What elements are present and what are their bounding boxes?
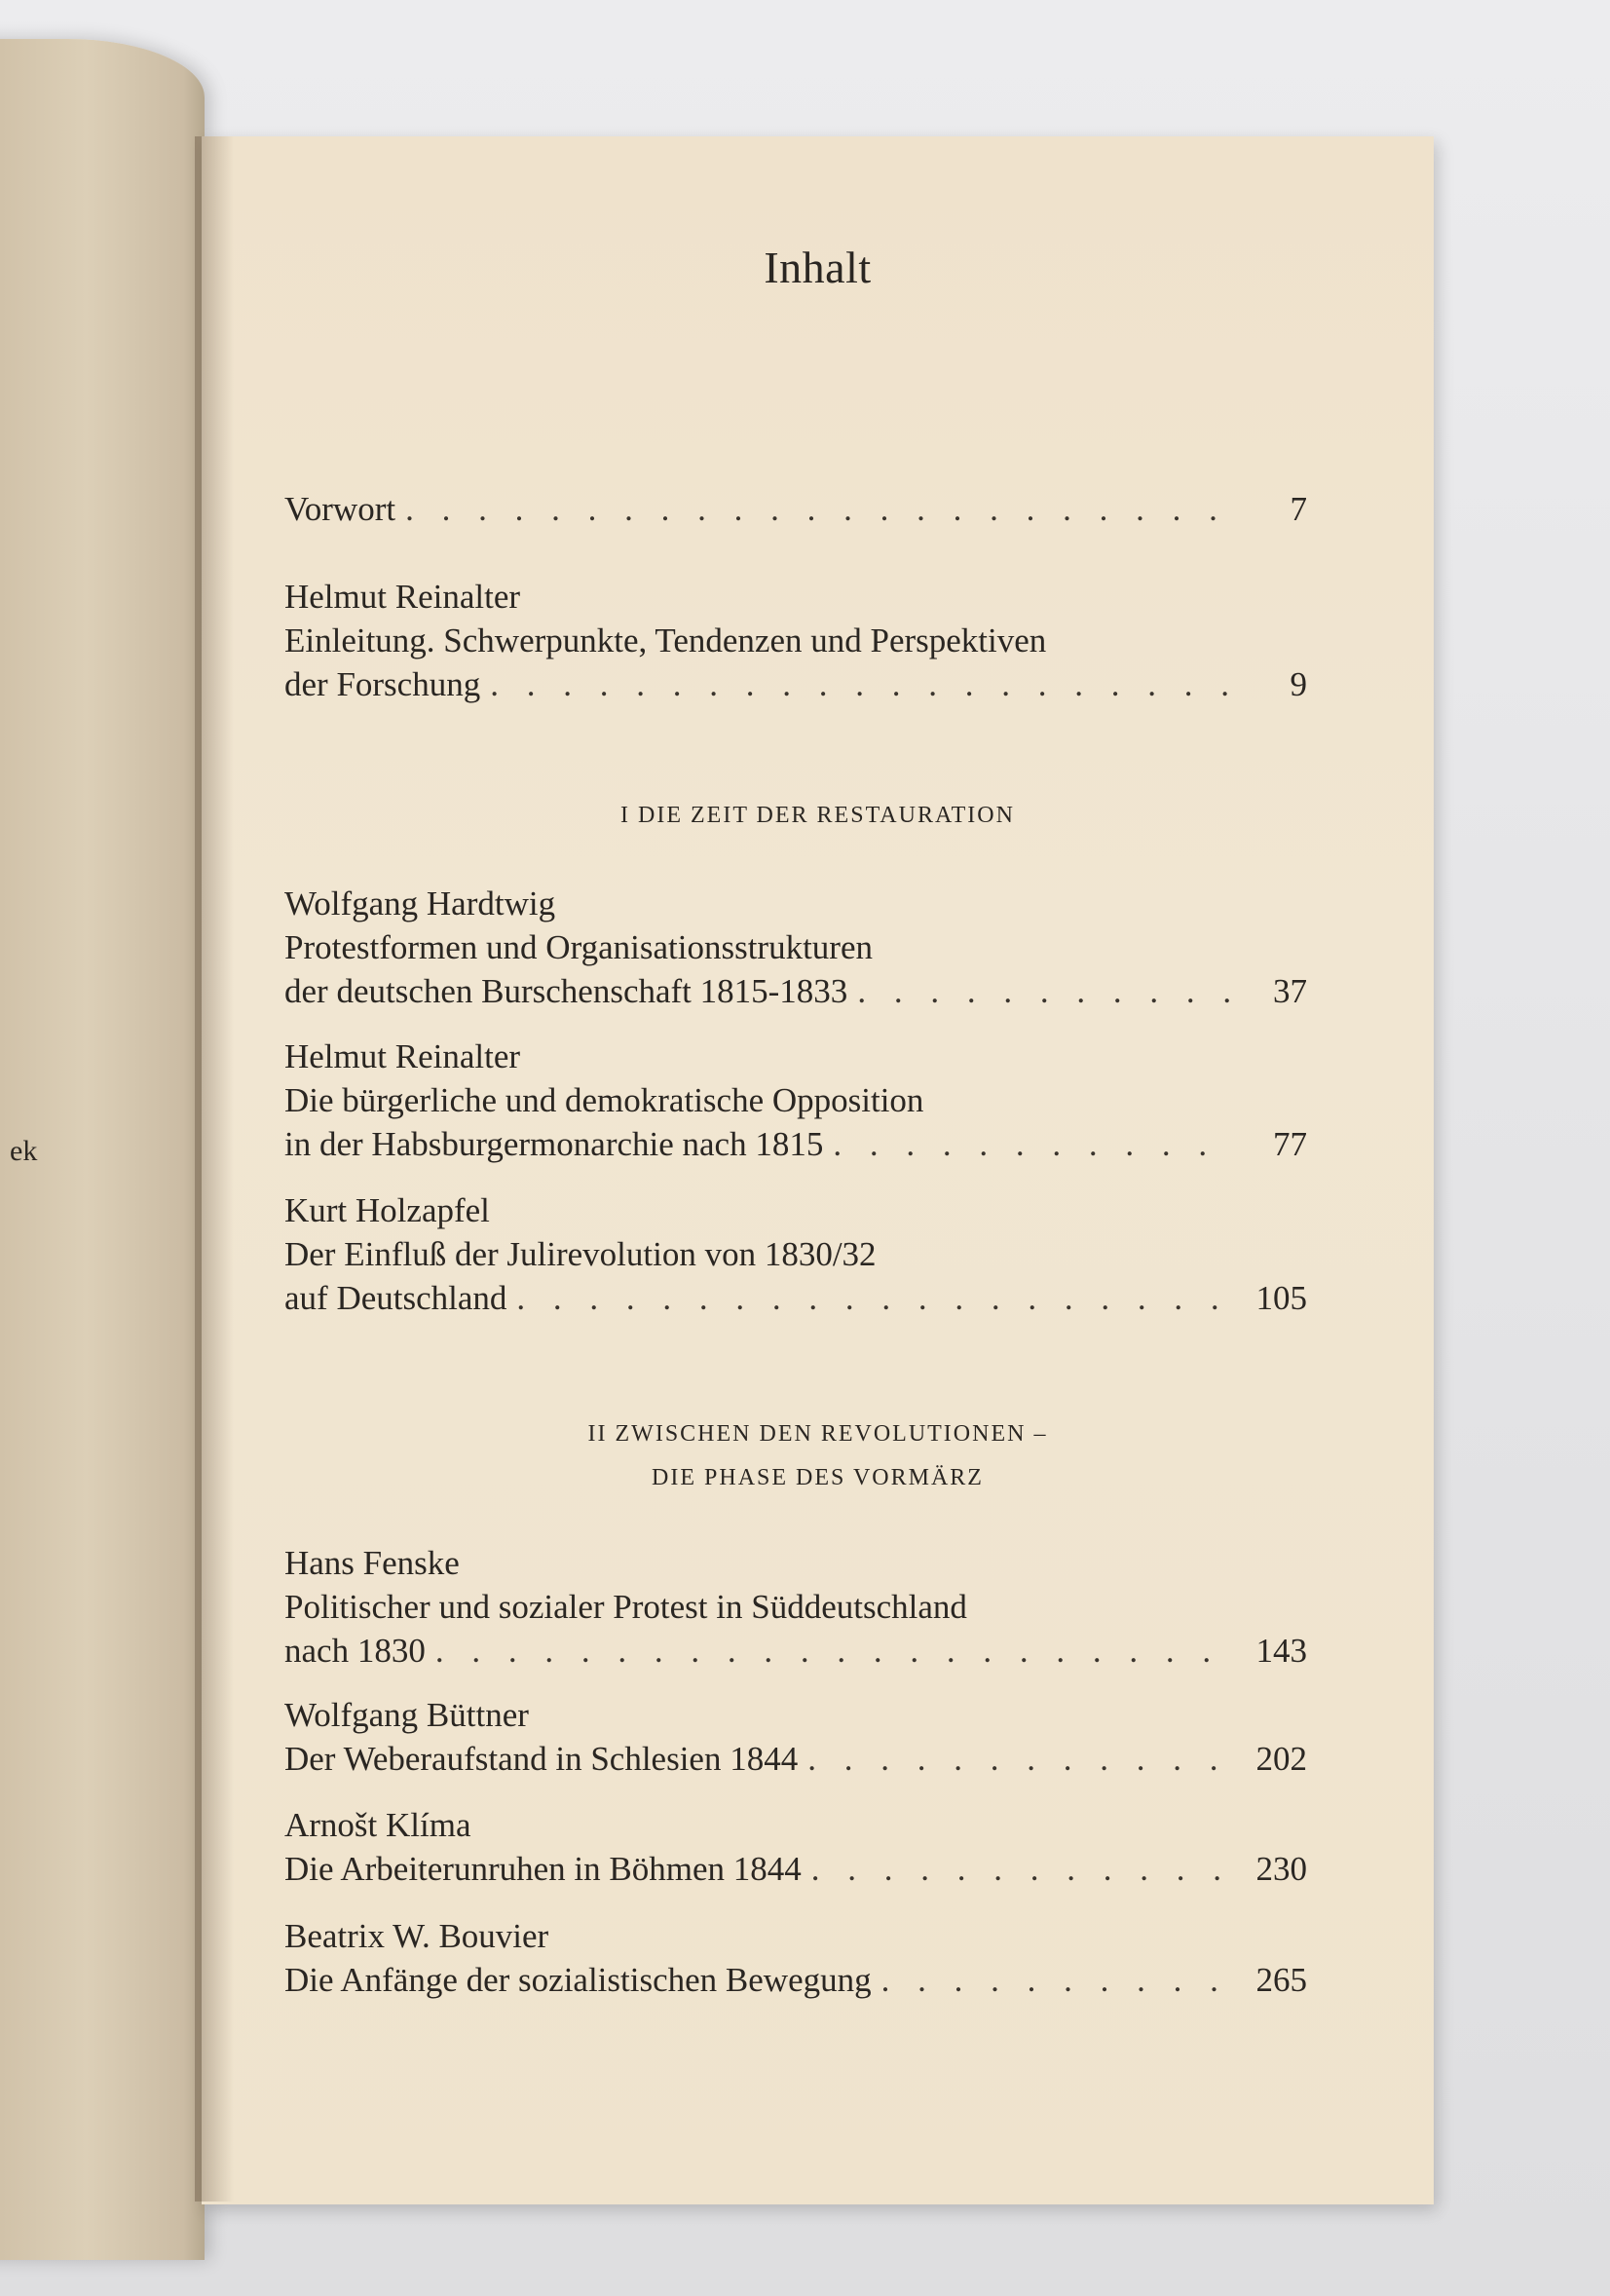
- table-of-contents-page: [202, 136, 1434, 2204]
- toc-entry-title-line: Der Einfluß der Julirevolution von 1830/32: [284, 1235, 877, 1273]
- toc-entry-title: auf Deutschland: [284, 1279, 507, 1317]
- left-page: [0, 39, 205, 2260]
- toc-entry-title: der deutschen Burschenschaft 1815-1833: [284, 972, 848, 1010]
- toc-entry-title: nach 1830: [284, 1632, 426, 1670]
- toc-entry-vorwort: [284, 487, 1307, 531]
- page-number: 143: [1255, 1632, 1307, 1670]
- page-number: 265: [1255, 1961, 1307, 1999]
- page-number: 37: [1273, 972, 1307, 1010]
- toc-entry: [284, 1541, 1307, 1673]
- toc-entry-title-line: Einleitung. Schwerpunkte, Tendenzen und Perspektiven: [284, 621, 1047, 659]
- toc-entry: [284, 1803, 1307, 1891]
- toc-entry-title: Die Arbeiterunruhen in Böhmen 1844: [284, 1850, 802, 1888]
- leader-dots: [857, 969, 1229, 1013]
- toc-entry-author: Beatrix W. Bouvier: [284, 1917, 549, 1955]
- toc-entry-author: Helmut Reinalter: [284, 1037, 521, 1075]
- page-number: 7: [1290, 490, 1307, 528]
- toc-entry-author: Wolfgang Hardtwig: [284, 885, 556, 922]
- toc-entry-einleitung: [284, 575, 1307, 706]
- leader-dots: [405, 487, 1229, 531]
- section-heading-line: II ZWISCHEN DEN REVOLUTIONEN –: [587, 1421, 1048, 1447]
- toc-entry-title: Der Weberaufstand in Schlesien 1844: [284, 1740, 799, 1778]
- toc-entry-author: Hans Fenske: [284, 1544, 460, 1582]
- page-number: 230: [1255, 1850, 1307, 1888]
- section-heading: [202, 1412, 1434, 1500]
- toc-entry-title: der Forschung: [284, 665, 481, 703]
- leader-dots: [516, 1276, 1229, 1320]
- toc-entry: [284, 1188, 1307, 1320]
- page-gutter-shadow: [195, 136, 234, 2202]
- leader-dots: [435, 1629, 1229, 1673]
- section-heading: [202, 794, 1434, 838]
- section-heading-line: DIE PHASE DES VORMÄRZ: [652, 1465, 984, 1490]
- toc-entry-author: Helmut Reinalter: [284, 578, 521, 616]
- leader-dots: [881, 1958, 1229, 2002]
- toc-entry: [284, 882, 1307, 1013]
- page-number: 105: [1255, 1279, 1307, 1317]
- section-heading-line: I DIE ZEIT DER RESTAURATION: [620, 803, 1015, 828]
- page-number: 9: [1290, 665, 1307, 703]
- toc-entry-title: Vorwort: [284, 490, 396, 528]
- toc-entry: [284, 1914, 1307, 2002]
- toc-entry: [284, 1035, 1307, 1166]
- page-number: 77: [1273, 1125, 1307, 1163]
- toc-entry-title: Die Anfänge der sozialistischen Bewegung: [284, 1961, 872, 1999]
- toc-entry-title-line: Politischer und sozialer Protest in Süddeutschland: [284, 1588, 967, 1626]
- toc-entry-title: in der Habsburgermonarchie nach 1815: [284, 1125, 824, 1163]
- leader-dots: [490, 662, 1229, 706]
- toc-entry-author: Arnošt Klíma: [284, 1806, 471, 1844]
- leader-dots: [807, 1737, 1229, 1781]
- toc-entry-title-line: Die bürgerliche und demokratische Opposition: [284, 1081, 924, 1119]
- leader-dots: [833, 1122, 1229, 1166]
- leader-dots: [811, 1847, 1229, 1891]
- page-title: Inhalt: [764, 243, 872, 292]
- toc-entry-author: Wolfgang Büttner: [284, 1696, 529, 1734]
- toc-entry-author: Kurt Holzapfel: [284, 1191, 490, 1229]
- toc-entry: [284, 1693, 1307, 1781]
- toc-entry-title-line: Protestformen und Organisationsstrukturen: [284, 928, 873, 966]
- left-page-text-fragment: ek: [10, 1135, 38, 1167]
- page-number: 202: [1255, 1740, 1307, 1778]
